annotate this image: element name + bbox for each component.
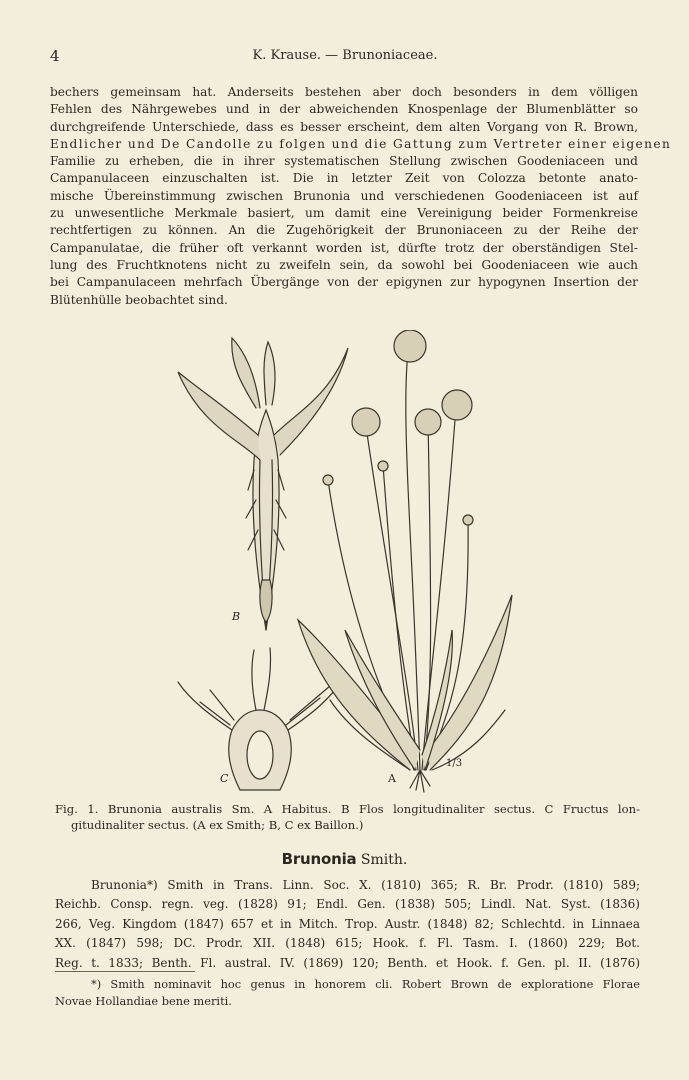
genus-name: Brunonia [281,850,357,868]
scale-label: 1/3 [446,758,463,769]
reference-line: Brunonia*) Smith in Trans. Linn. Soc. X. (1810) 365; R. Br. Prodr. (1810) 589; [91,878,640,892]
reference-line: Reg. t. 1833; Benth. Fl. austral. IV. (1869) 120; Benth. et Hook. f. Gen. pl. II. (1876) [55,955,640,970]
reference-line: 266, Veg. Kingdom (1847) 657 et in Mitch. Trop. Austr. (1848) 82; Schlechtd. in Linnaea [55,916,640,931]
label-a: A [388,772,396,785]
body-line: Campanulatae, die früher oft verkannt worden ist, dürfte trotz der oberständigen Stel- [50,240,638,255]
brunonia-illustration [170,330,530,795]
body-line: mische Übereinstimmung zwischen Brunonia und verschiedenen Goodeniaceen ist auf [50,188,638,203]
footnote-line: *) Smith nominavit hoc genus in honorem cli. Robert Brown de exploratione Florae [91,977,640,991]
footnote-line: Novae Hollandiae bene meriti. [55,994,232,1008]
body-line: rechtfertigen zu können. An die Zugehörigkeit der Brunoniaceen zu der Reihe der [50,223,638,238]
body-line: zu unwesentliche Merkmale basiert, um damit eine Vereinigung beider Formenkreise [50,206,638,221]
page-number: 4 [50,47,60,65]
body-line: bechers gemeinsam hat. Anderseits bestehen aber doch besonders in dem völligen [50,85,638,99]
botanical-figure [170,330,530,795]
caption-line: gitudinaliter sectus. (A ex Smith; B, C ex Baillon.) [71,818,364,832]
reference-line: XX. (1847) 598; DC. Prodr. XII. (1848) 615; Hook. f. Fl. Tasm. I. (1860) 229; Bot. [55,936,640,951]
label-b: B [232,610,241,623]
figure-caption [55,801,640,833]
body-line: Campanulaceen einzuschalten ist. Die in letzter Zeit von Colozza betonte anato- [50,171,638,186]
reference-line: Reichb. Consp. regn. veg. (1828) 91; Endl. Gen. (1838) 505; Lindl. Nat. Syst. (1836) [55,897,640,912]
body-line: Familie zu erheben, die in ihrer systematischen Stellung zwischen Goodeniaceen und [50,154,638,169]
footnote-rule [55,971,195,972]
running-header [50,47,640,67]
body-paragraph [50,84,672,309]
footnote [55,976,640,1010]
running-title: K. Krause. — Brunoniaceae. [252,48,438,63]
caption-line: Fig. 1. Brunonia australis Sm. A Habitus. B Flos longitudinaliter sectus. C Fructus lon- [55,802,640,816]
habit-drawing [298,330,512,792]
body-line: durchgreifende Unterschiede, dass es besser erscheint, dem alten Vorgang von R. Brown, [50,119,638,134]
body-line: Fehlen des Nährgewebes und in der abweichenden Knospenlage der Blumenblätter so [50,102,638,117]
genus-heading [0,850,689,868]
references [55,876,640,973]
body-line: Blütenhülle beobachtet sind. [50,292,228,307]
body-line: lung des Fruchtknotens nicht zu zweifeln sein, da sowohl bei Goodeniaceen wie auch [50,257,638,272]
body-line: bei Campanulaceen mehrfach Übergänge von der epigynen zur hypogynen Insertion der [50,275,638,290]
label-c: C [220,772,229,785]
flower-section-drawing [178,338,348,630]
genus-author: Smith. [360,852,408,868]
body-line: Endlicher und De Candolle zu folgen und die Gattung zum Vertreter einer eigenen [50,136,672,151]
